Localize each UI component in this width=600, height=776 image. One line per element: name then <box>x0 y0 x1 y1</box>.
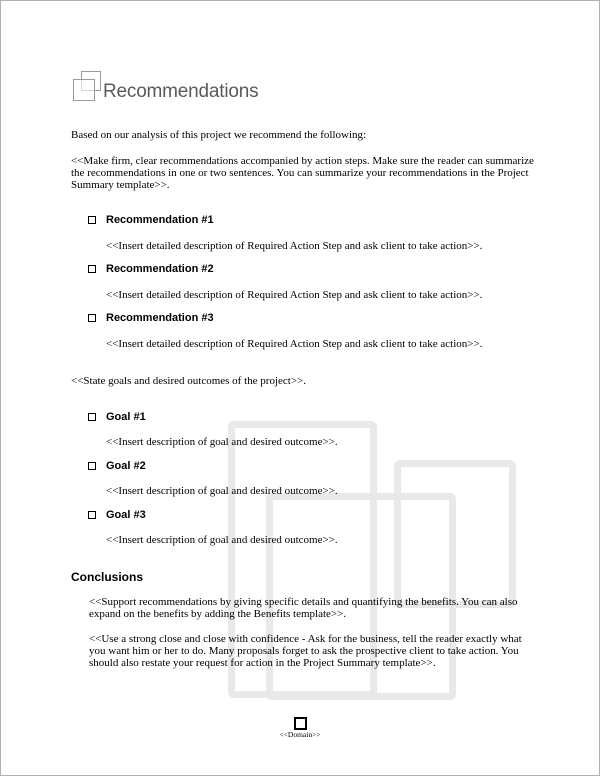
intro-text: Based on our analysis of this project we recommend the following: <box>71 129 367 141</box>
recommendation-1-description: <<Insert detailed description of Required Action Step and ask client to take action>>. <box>106 240 483 252</box>
checkbox-icon <box>88 314 96 322</box>
conclusions-paragraph-2-line-1: <<Use a strong close and close with confidence - Ask for the business, tell the reader exactly what <box>89 633 522 645</box>
goal-1-label: Goal #1 <box>106 411 146 423</box>
instruction-line-1: <<Make firm, clear recommendations accompanied by action steps. Make sure the reader can summarize <box>71 155 534 167</box>
footer-domain: <<Domain>> <box>279 730 321 739</box>
instruction-line-3: Summary template>>. <box>71 179 170 191</box>
checkbox-icon <box>88 265 96 273</box>
goal-1-description: <<Insert description of goal and desired outcome>>. <box>106 436 338 448</box>
recommendation-1-label: Recommendation #1 <box>106 214 214 226</box>
goal-3-description: <<Insert description of goal and desired outcome>>. <box>106 534 338 546</box>
conclusions-heading: Conclusions <box>71 570 144 584</box>
conclusions-paragraph-1-line-2: expand on the benefits by adding the Benefits template>>. <box>89 608 347 620</box>
recommendation-2-description: <<Insert detailed description of Required Action Step and ask client to take action>>. <box>106 289 483 301</box>
recommendation-3-label: Recommendation #3 <box>106 312 214 324</box>
checkbox-icon <box>88 216 96 224</box>
goals-intro: <<State goals and desired outcomes of the project>>. <box>71 375 306 387</box>
goal-3-label: Goal #3 <box>106 509 146 521</box>
checkbox-icon <box>88 413 96 421</box>
checkbox-icon <box>88 511 96 519</box>
conclusions-paragraph-2-line-3: should also restate your request for action in the Project Summary template>>. <box>89 657 436 669</box>
instruction-line-2: the recommendations in one or two sentences. You can summarize your recommendations in the Project <box>71 167 529 179</box>
conclusions-paragraph-2-line-2: you want him or her to do. Many proposals forget to ask the prospective client to take action. You <box>89 645 519 657</box>
logo-icon <box>73 71 103 101</box>
checkbox-icon <box>88 462 96 470</box>
footer-logo-icon <box>294 717 307 730</box>
recommendation-2-label: Recommendation #2 <box>106 263 214 275</box>
conclusions-paragraph-1-line-1: <<Support recommendations by giving specific details and quantifying the benefits. You can also <box>89 596 518 608</box>
goal-2-label: Goal #2 <box>106 460 146 472</box>
recommendation-3-description: <<Insert detailed description of Required Action Step and ask client to take action>>. <box>106 338 483 350</box>
goal-2-description: <<Insert description of goal and desired outcome>>. <box>106 485 338 497</box>
page-title: Recommendations <box>103 81 259 102</box>
